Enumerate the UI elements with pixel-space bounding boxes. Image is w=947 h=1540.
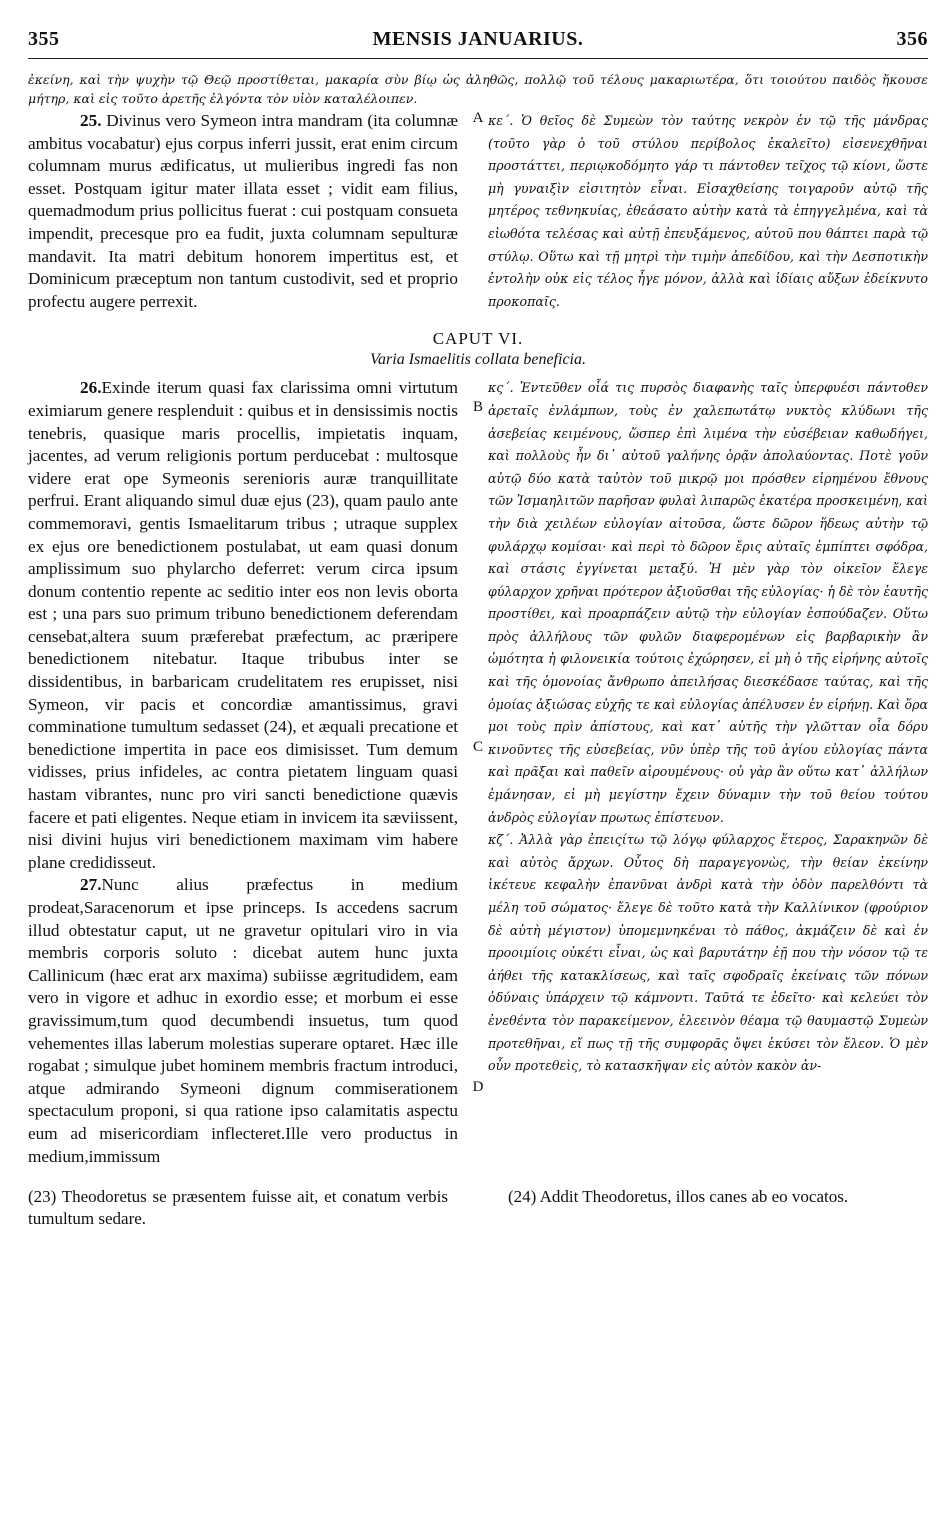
footnote-23: (23) Theodoretus se præsentem fuisse ait, et conatum verbis tumultum sedare. [28, 1187, 448, 1229]
page-number-left: 355 [28, 28, 60, 50]
latin-text: Divinus vero Symeon intra mandram (ita columnæ ambitus vocabatur) ejus corpus inferri jussit, erat enim circum columnam murus ædificatus, ut mulieribus ingredi fas non esset. Postquam igitur mater illata esset ; vidit eam filius, quemadmodum prius pollicitus fuerat : cui postquam consueta impendit, precesque pro ea fudit, juxta columnam sepulturæ mandavit. Ita matri debitum honorem impertitus est, et Dominicum præceptum non tantum custodivit, sed et proprio profectu augere perrexit. [28, 111, 458, 311]
header-rule [28, 58, 928, 59]
intro-greek-line: ἐκείνη, καὶ τὴν ψυχὴν τῷ Θεῷ προστίθεται, μακαρία σὺν βίῳ ὡς ἀληθῶς, πολλῷ τοῦ τέλους μακαριωτέρα, ὅτι τοιούτου παιδὸς ἤκουσε μήτηρ, καὶ εἰς τοῦτο ἀρετῆς ἐλγόντα τὸν υἱὸν καταλέλοιπεν. [28, 72, 928, 106]
margin-marker-a: A [472, 110, 484, 126]
chapter-subtitle: Varia Ismaelitis collata beneficia. [370, 351, 586, 369]
greek-paragraph-number: κζ΄. [488, 832, 514, 848]
margin-marker-c: C [472, 739, 483, 756]
sections-26-27 [28, 377, 928, 1168]
latin-paragraph-26 [28, 377, 458, 874]
greek-column [488, 110, 928, 313]
greek-text: Ἀλλὰ γὰρ ἐπειςίτω τῷ λόγῳ φύλαρχος ἕτερος, Σαρακηνῶν δὲ καὶ αὐτὸς ἄρχων. Οὗτος δὴ παραγεγονὼς, τὴν θείαν ἐκείνην ἱκέτευε κεφαλὴν ἐπανῦναι ἀνδρὶ κατὰ τὴν ὁδὸν παρελθόντι τὰ μέλη τοῦ σώματος· ἔλεγε δὲ τοῦτο κατὰ τὴν Καλλίνικον (φρούριον δὲ αὐτὴ μέγιστον) ὑπομεμνηκέναι τὸ πάθος, ἀκμάζειν δὲ καὶ ἐν προοιμίοις οὐκέτι εἶναι, ὡς καὶ βαρυτάτην ἐῇ που τὴν νόσον τῷ τε ἀήθει τῆς κατακλίσεως, καὶ ταῖς σφοδραῖς ἐκείναις τῶν πόνων ὀδύναις ὑπάρχειν τῷ κάμνοντι. Ταῦτά τε ἐδεῖτο· καὶ κελεύει τὸν ἐνεθέντα τὸν παρακείμενον, ἐλεεινὸν θέαμα τῷ θαυμαστῷ Συμεὼν προτεθῆναι, εἴ πως τῇ τῆς συμφορᾶς ὄψει ἑκύσει τὸν ἔλεον. Ὁ μὲν οὖν προτεθεὶς, τὸ κατασκῆψαν εἰς αὐτὸν κακὸν ἀν- [488, 832, 928, 1074]
margin-marker-b: B [472, 399, 483, 416]
page [28, 28, 928, 1230]
greek-text: Ἐντεῦθεν οἷά τις πυρσὸς διαφανὴς ταῖς ὑπερφυέσι πάντοθεν ἀρεταῖς ἐνλάμπων, τοὺς ἐν χαλεπωτάτῳ νυκτὸς κλύδωνι τῆς ἀσεβείας κειμένους, ὥσπερ ἐπὶ λιμένα τὴν εὐσέβειαν καθωδήγει, καὶ πολλοὺς ἦν δι᾽ αὐτοῦ γαλήνης ὁρᾷν ἀπολαύοντας. Ποτὲ γοῦν αὐτῷ δύο κατὰ ταὐτὸν τοῦ μικρῷ μοι πρόσθεν εἰρημένου ἔθνους τῶν Ἰσμαηλιτῶν παρῆσαν φυλαὶ λιπαρῶς ἑκατέρα προσκειμένη, καὶ τὴν διὰ χειλέων εὐλογίαν αἰτοῦσα, ὥστε δῶρον ἥδεως αὐτὴν τῷ φυλάρχῳ κομίσαι· καὶ περὶ τὸ δῶρον ἔρις αὐταῖς ἐμπίπτει σφόδρα, καὶ στάσις ἐγγίνεται μεταξύ. Ἡ μὲν γὰρ τὸν οἰκεῖον ἔλεγε φύλαρχον χρῆναι πρότερον ἀξιοῦσθαι τῆς εὐλογίας· ἡ δὲ τὸν ἑαυτῆς προστίθει, καὶ προαρπάζειν αὐτῷ τὴν εὐλογίαν ἐσπούδαζεν. Οὕτω πρὸς ἀλλήλους τῶν φυλῶν διαφερομένων εἰς βαρβαρικὴν ἂν ὠμότητα ἡ φιλονεικία τούτοις ἐχώρησεν, εἰ μὴ ὁ τῆς εἰρήνης αὐτοῖς καὶ τῆς ὁμονοίας ἄνθρωπο ἀπειλήσας διεσκέδασε ταύτας, καὶ τῆς ὁμοίας ἀξιώσας εὐχῆς τε καὶ εὐλογίας ἀπέλυσεν ἐν εἰρήνῃ. Καὶ ὅρα μοι τοὺς πρὶν ἀπίστους, καὶ κατ᾽ αὐτῆς τὴν γλῶτταν οἷα δόρυ κινοῦντες τῆς εὐσεβείας, νῦν ὑπὲρ τῆς τοῦ ἁγίου εὐλογίας πάντα καὶ πρᾶξαι καὶ παθεῖν αἱρουμένους· οὐ γὰρ ἂν οὕτω κατ᾽ ἀλλήλων ἐμάνησαν, εἰ μὴ μεγίστην ἔχειν δύναμιν τὴν τοῦ θείου τούτου ἀνδρὸς εὐλογίαν πρωτως ἐπίστευον. [488, 380, 928, 825]
latin-column [28, 377, 458, 1168]
greek-paragraph-27 [488, 829, 928, 1078]
latin-text: Exinde iterum quasi fax clarissima omni virtutum eximiarum genere resplenduit : quibus et in densissimis noctis tenebris, quasique maris procellis, impietatis inquam, jacentes, ad verum religionis portum perducebat : multosque videre erat ope Symeonis serenioris auræ tranquillitate perfrui. Erant aliquando simul duæ ejus (23), quam paulo ante commemoravi, gentis Ismaelitarum tribus ; utraque supplex ex ejus ore benedictionem postulabat, ut eam quasi donum amplissimum suo phylarcho deferret: verum circa ipsum donum contentio repente ac seditio inter eos non levis oborta est ; una pars suo primum tribuno benedictionem deferendam censebat,altera suum præferebat præfectum, ac præripere benedictionem nitebatur. Itaque tribubus inter se dissidentibus, in barbaricam crudelitatem res erupisset, nisi Symeon, vir pacis et concordiæ amantissimus, gravi comminatione tumultum sedasset (24), et æquali precatione et benedictione impertita in pace eos dimisisset. Tum demum vidisses, prius infideles, ac contra pietatem linguam quasi hastam vibrantes, nunc pro viri sancti benedictione quævis facere et pati eligentes. Neque etiam in invicem ita sæviissent, nisi divini hujus viri benedictionem maximam vim habere plane credidisseut. [28, 378, 458, 872]
greek-paragraph-26 [488, 377, 928, 829]
chapter-title: CAPUT VI. [432, 329, 524, 349]
latin-column [28, 110, 458, 313]
greek-paragraph-number: κε΄. [488, 113, 514, 128]
paragraph-number: 25. [80, 111, 102, 130]
latin-text: Nunc alius præfectus in medium prodeat,Saracenorum et ipse princeps. Is accedens sacrum illud obtestatur caput, ut ne gravetur opitulari viro in via membris corporis soluto : dicebat autem hunc juxta Callinicum (hæc erat arx maxima) subiisse ægritudidem, eam vero in vigore et adhuc in exordio esse; et morbum ei esse gravissimum,tum quod decumbendi insuetus, tum quod vehementes illas laberum molestias superare optaret. Hæc ille rogabat ; simulque jubet hominem membris fractum introduci, atque admirando Symeoni dignum commiserationem spectaculum proponi, si qua ratione ipso calamitatis aspectu eum ad misericordiam inflecteret.Ille vero productus in medium,immissum [28, 875, 458, 1166]
page-header [28, 28, 928, 62]
greek-text: Ὁ θεῖος δὲ Συμεὼν τὸν ταύτης νεκρὸν ἐν τῷ τῆς μάνδρας (τοῦτο γὰρ ὁ τοῦ στύλου περίβολος ἐκαλεῖτο) εἰσενεχθῆναι προστάττει, περιῳκοδόμητο γάρ τι πάντοθεν τεῖχος τῷ κίονι, ὥστε μὴ γυναιξὶν εἰσιτητὸν εἶναι. Εἰσαχθείσης τοιγαροῦν αὐτῷ τῆς μητέρος τεθνηκυίας, ἐθεάσατο αὐτὴν κατὰ τὰ ἐπηγγελμένα, καὶ τὰ εἰωθότα τελέσας καὶ αὐτῇ ἐπευξάμενος, αὐτοῦ που θάπτει παρὰ τῷ στύλῳ. Οὕτω καὶ τῇ μητρὶ τὴν τιμὴν ἀπεδίδου, καὶ τὴν Δεσποτικὴν ἐντολὴν οὐκ εἰς τέλος ἦγε μόνον, ἀλλὰ καὶ ἰδίαις αὔξων ἐδείκνυτο προκοπαῖς. [488, 113, 928, 309]
latin-paragraph-27 [28, 874, 458, 1168]
margin-marker-d: D [472, 1079, 484, 1096]
chapter-heading [28, 329, 928, 369]
paragraph-number: 27. [80, 875, 102, 895]
page-number-right: 356 [896, 28, 928, 50]
footnote-24: (24) Addit Theodoretus, illos canes ab eo vocatos. [508, 1187, 849, 1207]
section-25 [28, 110, 928, 313]
footnotes [28, 1186, 928, 1230]
greek-column [488, 377, 928, 1077]
paragraph-number: 26. [80, 378, 102, 398]
greek-paragraph-number: κς΄. [488, 380, 514, 396]
running-title: MENSIS JANUARIUS. [372, 28, 584, 50]
